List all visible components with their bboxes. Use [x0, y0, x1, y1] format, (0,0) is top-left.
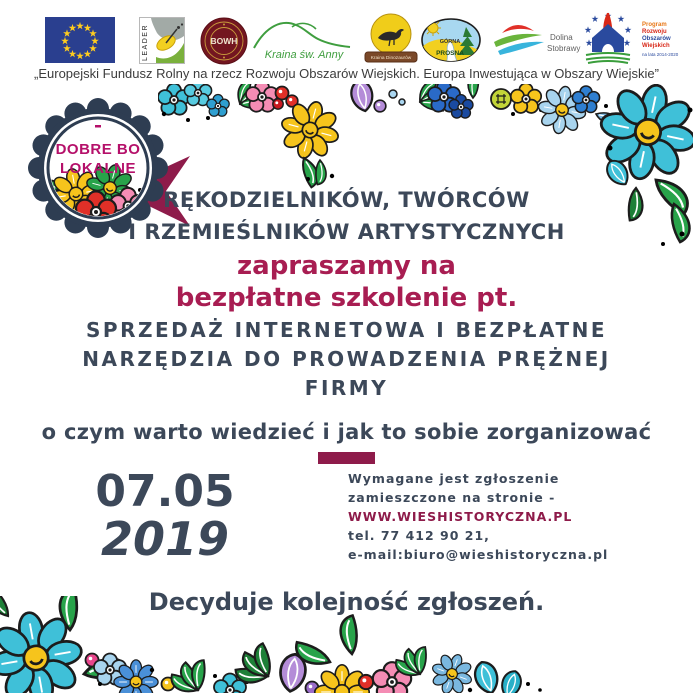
- kraina-sw-anny-text: Kraina św. Anny: [264, 49, 344, 61]
- prow-text-line4: Wiejskich: [642, 43, 670, 49]
- course-title-line1: SPRZEDAŻ INTERNETOWA I BEZPŁATNE: [86, 318, 607, 342]
- leader-logo-text: LEADER: [142, 23, 149, 61]
- gorna-prosna-text-line2: PROSNA: [436, 50, 464, 57]
- course-title-line3: FIRMY: [304, 376, 389, 400]
- eu-funding-caption: „Europejski Fundusz Rolny na rzecz Rozwoju Obszarów Wiejskich. Europa Inwestująca w Obszary Wiejskie”: [34, 66, 659, 81]
- audience-line1: RĘKODZIELNIKÓW, TWÓRCÓW: [163, 188, 530, 212]
- registration-website: WWW.WIESHISTORYCZNA.PL: [348, 509, 573, 524]
- event-date-day-month: 07.05: [95, 466, 235, 517]
- course-title: [0, 316, 693, 403]
- dolina-stobrawy-logo: [490, 20, 585, 62]
- bowh-logo: [200, 17, 248, 65]
- invite-line1: zapraszamy na: [237, 251, 456, 281]
- prow-text-line2: Rozwoju: [642, 29, 667, 35]
- kraina-sw-anny-logo: [252, 16, 352, 62]
- registration-email: e-mail:biuro@wieshistoryczna.pl: [348, 547, 609, 562]
- registration-line1: Wymagane jest zgłoszenie: [348, 471, 560, 486]
- registration-phone: tel. 77 412 90 21,: [348, 528, 490, 543]
- dolina-stobrawy-text-line2: Stobrawy: [547, 44, 581, 53]
- eu-flag-logo: [45, 17, 115, 63]
- prow-text-line5: na lata 2014-2020: [642, 52, 679, 57]
- dolina-stobrawy-text-line1: Dolina: [550, 33, 573, 42]
- badge-text-line1: DOBRE BO: [55, 141, 141, 158]
- bowh-logo-text: BOWH: [210, 36, 238, 46]
- prow-text-line3: Obszarów: [642, 36, 671, 42]
- invitation-text: [0, 250, 693, 314]
- course-subtitle: o czym warto wiedzieć i jak to sobie zorganizować: [41, 420, 652, 444]
- registration-info: [348, 469, 608, 564]
- prow-logo: [578, 10, 690, 64]
- closing-note: Decyduje kolejność zgłoszeń.: [148, 588, 545, 616]
- divider-bar: [318, 452, 375, 464]
- registration-line2: zamieszczone na stronie -: [348, 490, 556, 505]
- leader-logo: [139, 17, 185, 64]
- audience-heading: [0, 184, 693, 248]
- event-date-year: 2019: [100, 512, 230, 566]
- gorna-prosna-text-line1: GÓRNA: [439, 39, 461, 45]
- prow-text-line1: Program: [642, 22, 667, 28]
- invite-line2: bezpłatne szkolenie pt.: [175, 283, 518, 313]
- audience-line2: I RZEMIEŚLNIKÓW ARTYSTYCZNYCH: [128, 220, 565, 244]
- kraina-dinozaurow-logo: [364, 12, 418, 66]
- badge-text-line2: LOKALNE: [60, 160, 136, 177]
- course-title-line2: NARZĘDZIA DO PROWADZENIA PRĘŻNEJ: [82, 347, 611, 371]
- gorna-prosna-logo: [420, 17, 482, 63]
- kraina-dinozaurow-text: Kraina Dinozaurów: [370, 56, 412, 61]
